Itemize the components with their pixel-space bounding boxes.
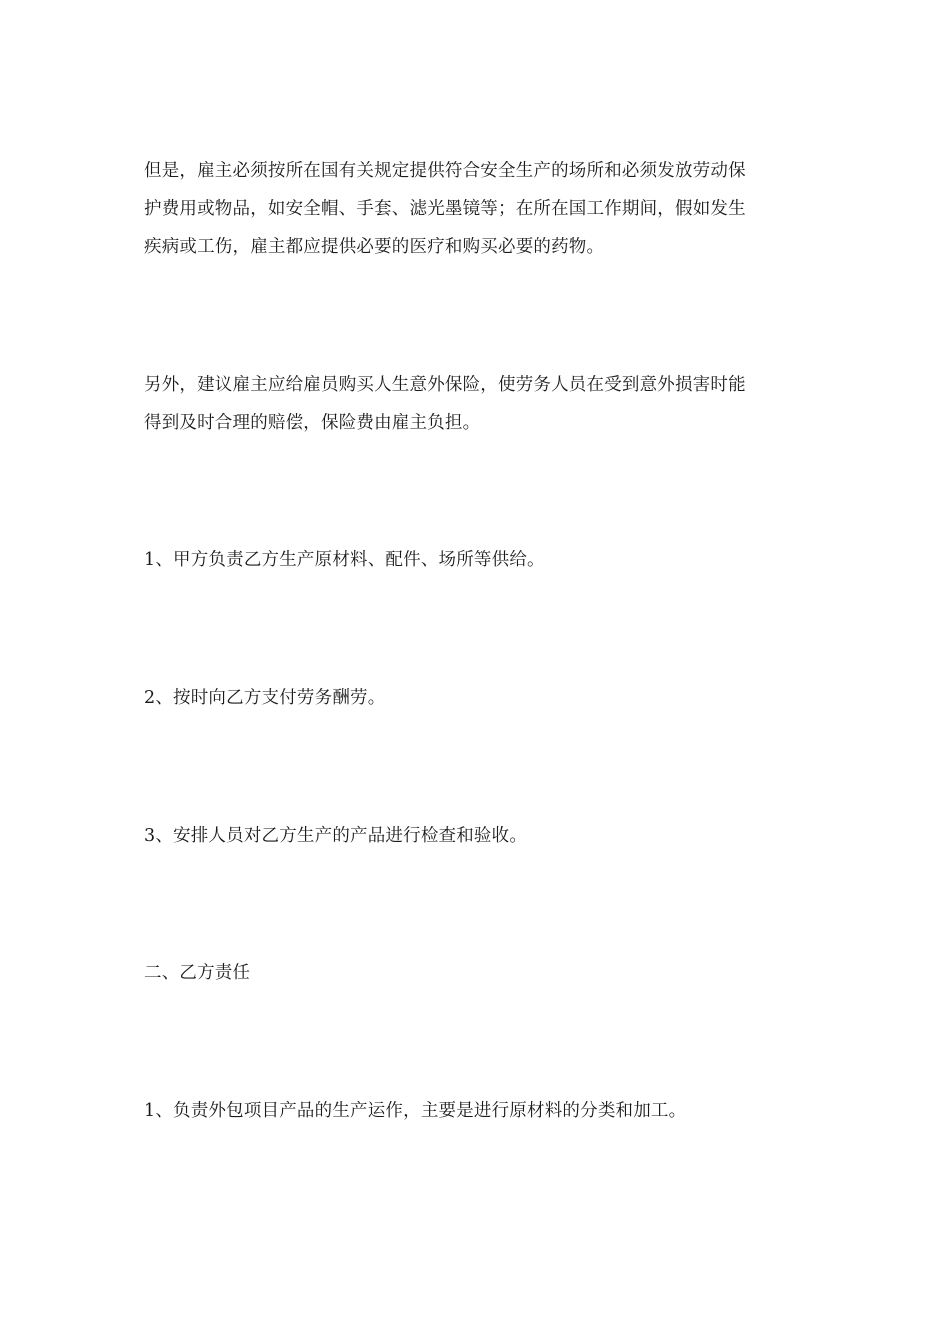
paragraph-insurance-recommendation: [144, 366, 806, 442]
clause-party-a-item-1: [144, 541, 806, 579]
clause-party-a-item-2: [144, 679, 806, 717]
text-line: 疾病或工伤，雇主都应提供必要的医疗和购买必要的药物。: [144, 237, 605, 257]
section-heading-party-b-responsibility: [144, 954, 806, 992]
text-line: 另外，建议雇主应给雇员购买人生意外保险，使劳务人员在受到意外损害时能: [144, 375, 746, 395]
paragraph-employer-safety-obligations: [144, 152, 806, 266]
text-line: 得到及时合理的赔偿，保险费由雇主负担。: [144, 413, 481, 433]
text-line: 1、甲方负责乙方生产原材料、配件、场所等供给。: [144, 550, 545, 570]
text-line: 护费用或物品，如安全帽、手套、滤光墨镜等；在所在国工作期间，假如发生: [144, 199, 746, 219]
text-line: 3、安排人员对乙方生产的产品进行检查和验收。: [144, 826, 528, 846]
clause-party-a-item-3: [144, 817, 806, 855]
text-line: 1、负责外包项目产品的生产运作，主要是进行原材料的分类和加工。: [144, 1101, 687, 1121]
text-line: 2、按时向乙方支付劳务酬劳。: [144, 688, 386, 708]
text-line: 二、乙方责任: [144, 963, 251, 983]
text-line: 但是，雇主必须按所在国有关规定提供符合安全生产的场所和必须发放劳动保: [144, 161, 746, 181]
clause-party-b-item-1: [144, 1092, 806, 1130]
